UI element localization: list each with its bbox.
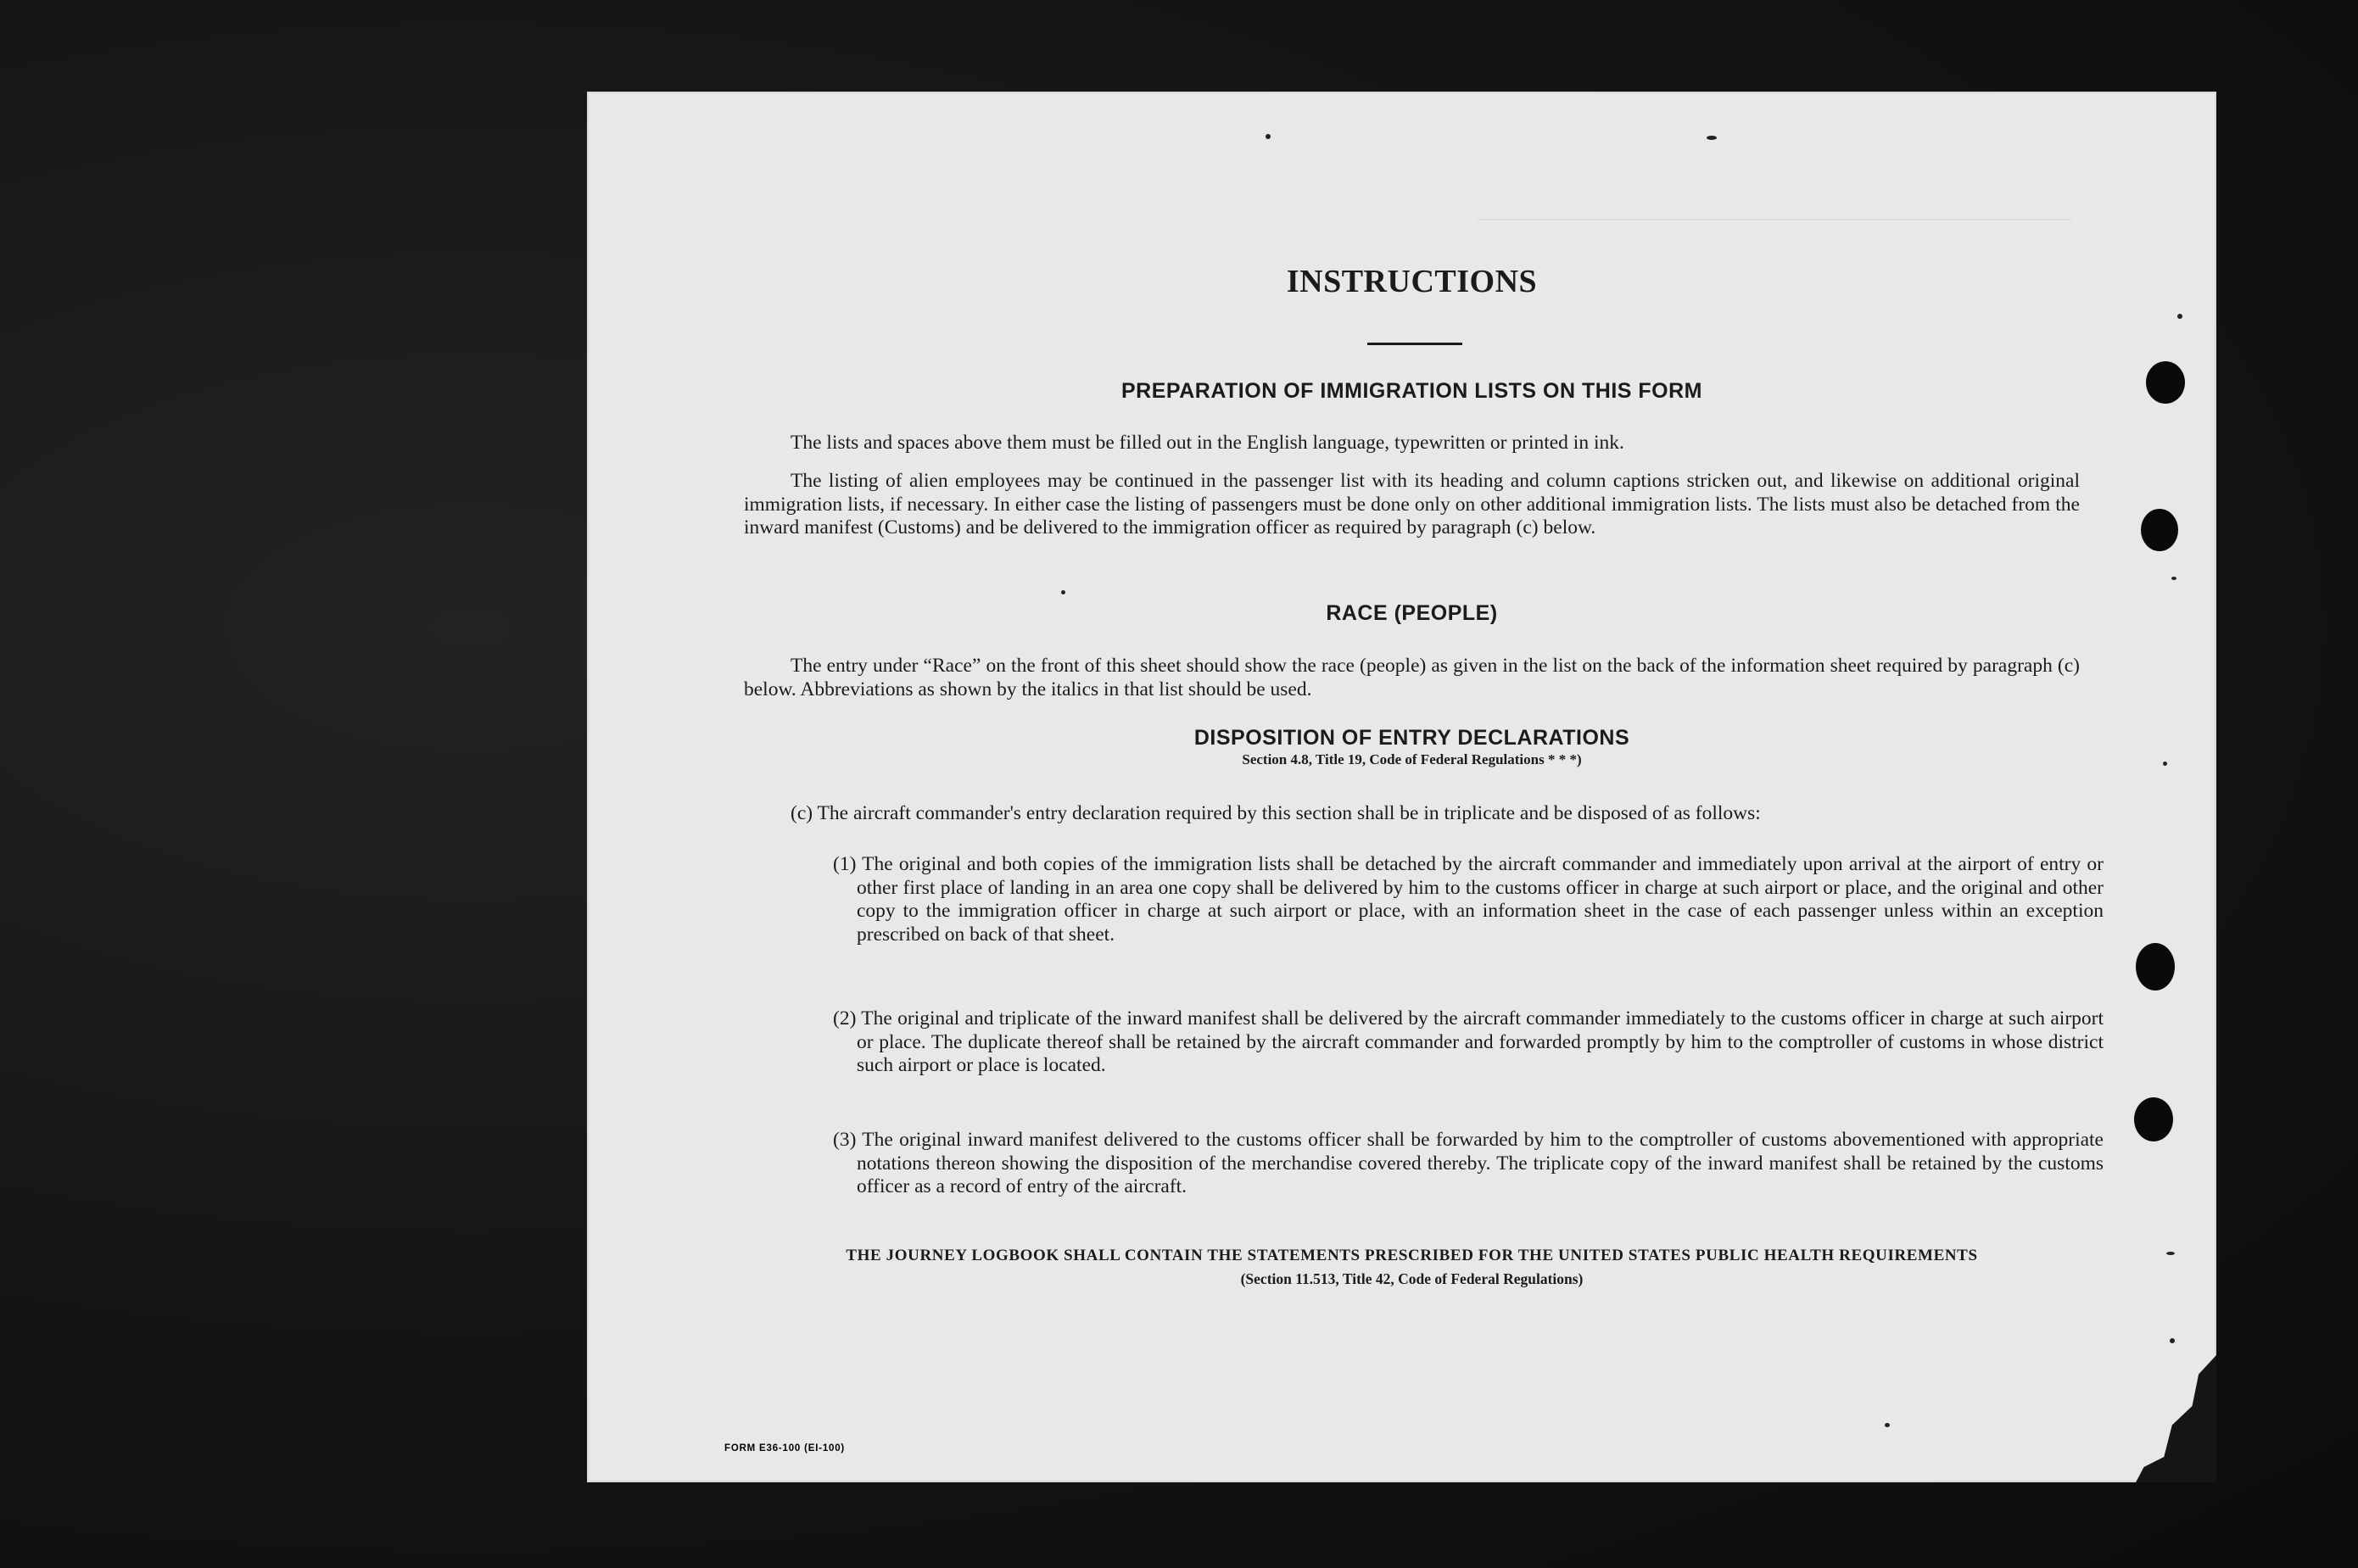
punch-hole xyxy=(2136,943,2175,990)
paragraph-race: The entry under “Race” on the front of this sheet should show the race (people) as given in the list on the back of the information sheet required by paragraph (c) below. Abbreviations as shown by the italics in that list should be used. xyxy=(744,655,2080,700)
torn-corner xyxy=(2136,1355,2216,1482)
punch-hole xyxy=(2141,509,2178,551)
section-subheading-regulation: Section 4.8, Title 19, Code of Federal Regulations * * *) xyxy=(1242,751,1582,767)
punch-hole xyxy=(2134,1097,2173,1141)
document-page xyxy=(587,92,2216,1482)
scan-speck xyxy=(2177,314,2182,319)
section-heading-race: RACE (PEOPLE) xyxy=(1326,601,1498,625)
paragraph-alien-employees: The listing of alien employees may be continued in the passenger list with its heading and column captions stricken out, and likewise on additional original immigration lists, if necessary. In either case the listing of passengers must be done only on other additional immigration lists. The lists must also be detached from the inward manifest (Customs) and be delivered to the immigration officer as required by paragraph (c) below. xyxy=(744,470,2080,538)
list-item-2: (2) The original and triplicate of the inward manifest shall be delivered by the aircraft commander immediately to the customs officer in charge at such airport or place. The duplicate thereof shall be retained by the aircraft commander and forwarded promptly by him to the comptroller of customs in whose district such airport or place is located. xyxy=(833,1007,2104,1076)
scan-speck xyxy=(2171,577,2176,580)
scan-speck xyxy=(1885,1423,1890,1427)
footer-statement: THE JOURNEY LOGBOOK SHALL CONTAIN THE STATEMENTS PRESCRIBED FOR THE UNITED STATES PUBLIC HEALTH REQUIREMENTS xyxy=(846,1247,1978,1264)
section-heading-preparation: PREPARATION OF IMMIGRATION LISTS ON THIS FORM xyxy=(1121,379,1702,403)
section-heading-disposition: DISPOSITION OF ENTRY DECLARATIONS xyxy=(1193,726,1630,750)
scan-speck xyxy=(2170,1338,2175,1343)
scan-speck xyxy=(1707,136,1717,140)
scan-speck xyxy=(2163,762,2167,766)
punch-hole xyxy=(2146,361,2185,404)
paragraph-c-intro: (c) The aircraft commander's entry declaration required by this section shall be in triplicate and be disposed of as follows: xyxy=(791,802,1761,824)
list-item-1: (1) The original and both copies of the immigration lists shall be detached by the aircraft commander and immediately upon arrival at the airport of entry or other first place of landing in an area one copy shall be delivered by him to the customs officer in charge at such airport or place, and the original and other copy to the immigration officer in charge at such airport or place, with an information sheet in the case of each passenger unless within an exception prescribed on back of that sheet. xyxy=(833,853,2104,946)
footer-reference: (Section 11.513, Title 42, Code of Federal Regulations) xyxy=(1240,1270,1584,1287)
scan-speck xyxy=(2166,1252,2175,1255)
list-item-3: (3) The original inward manifest delivered to the customs officer shall be forwarded by him to the comptroller of customs abovementioned with appropriate notations thereon showing the disposition of the merchandise covered thereby. The triplicate copy of the inward manifest shall be retained by the customs officer as a record of entry of the aircraft. xyxy=(833,1129,2104,1197)
scan-speck xyxy=(1266,134,1271,139)
paragraph-language: The lists and spaces above them must be filled out in the English language, typewritten or printed in ink. xyxy=(791,432,1624,454)
scan-speck xyxy=(1061,590,1065,594)
form-identifier: FORM E36-100 (EI-100) xyxy=(724,1443,846,1454)
page-title: INSTRUCTIONS xyxy=(1286,264,1538,299)
title-underline xyxy=(1367,343,1462,345)
